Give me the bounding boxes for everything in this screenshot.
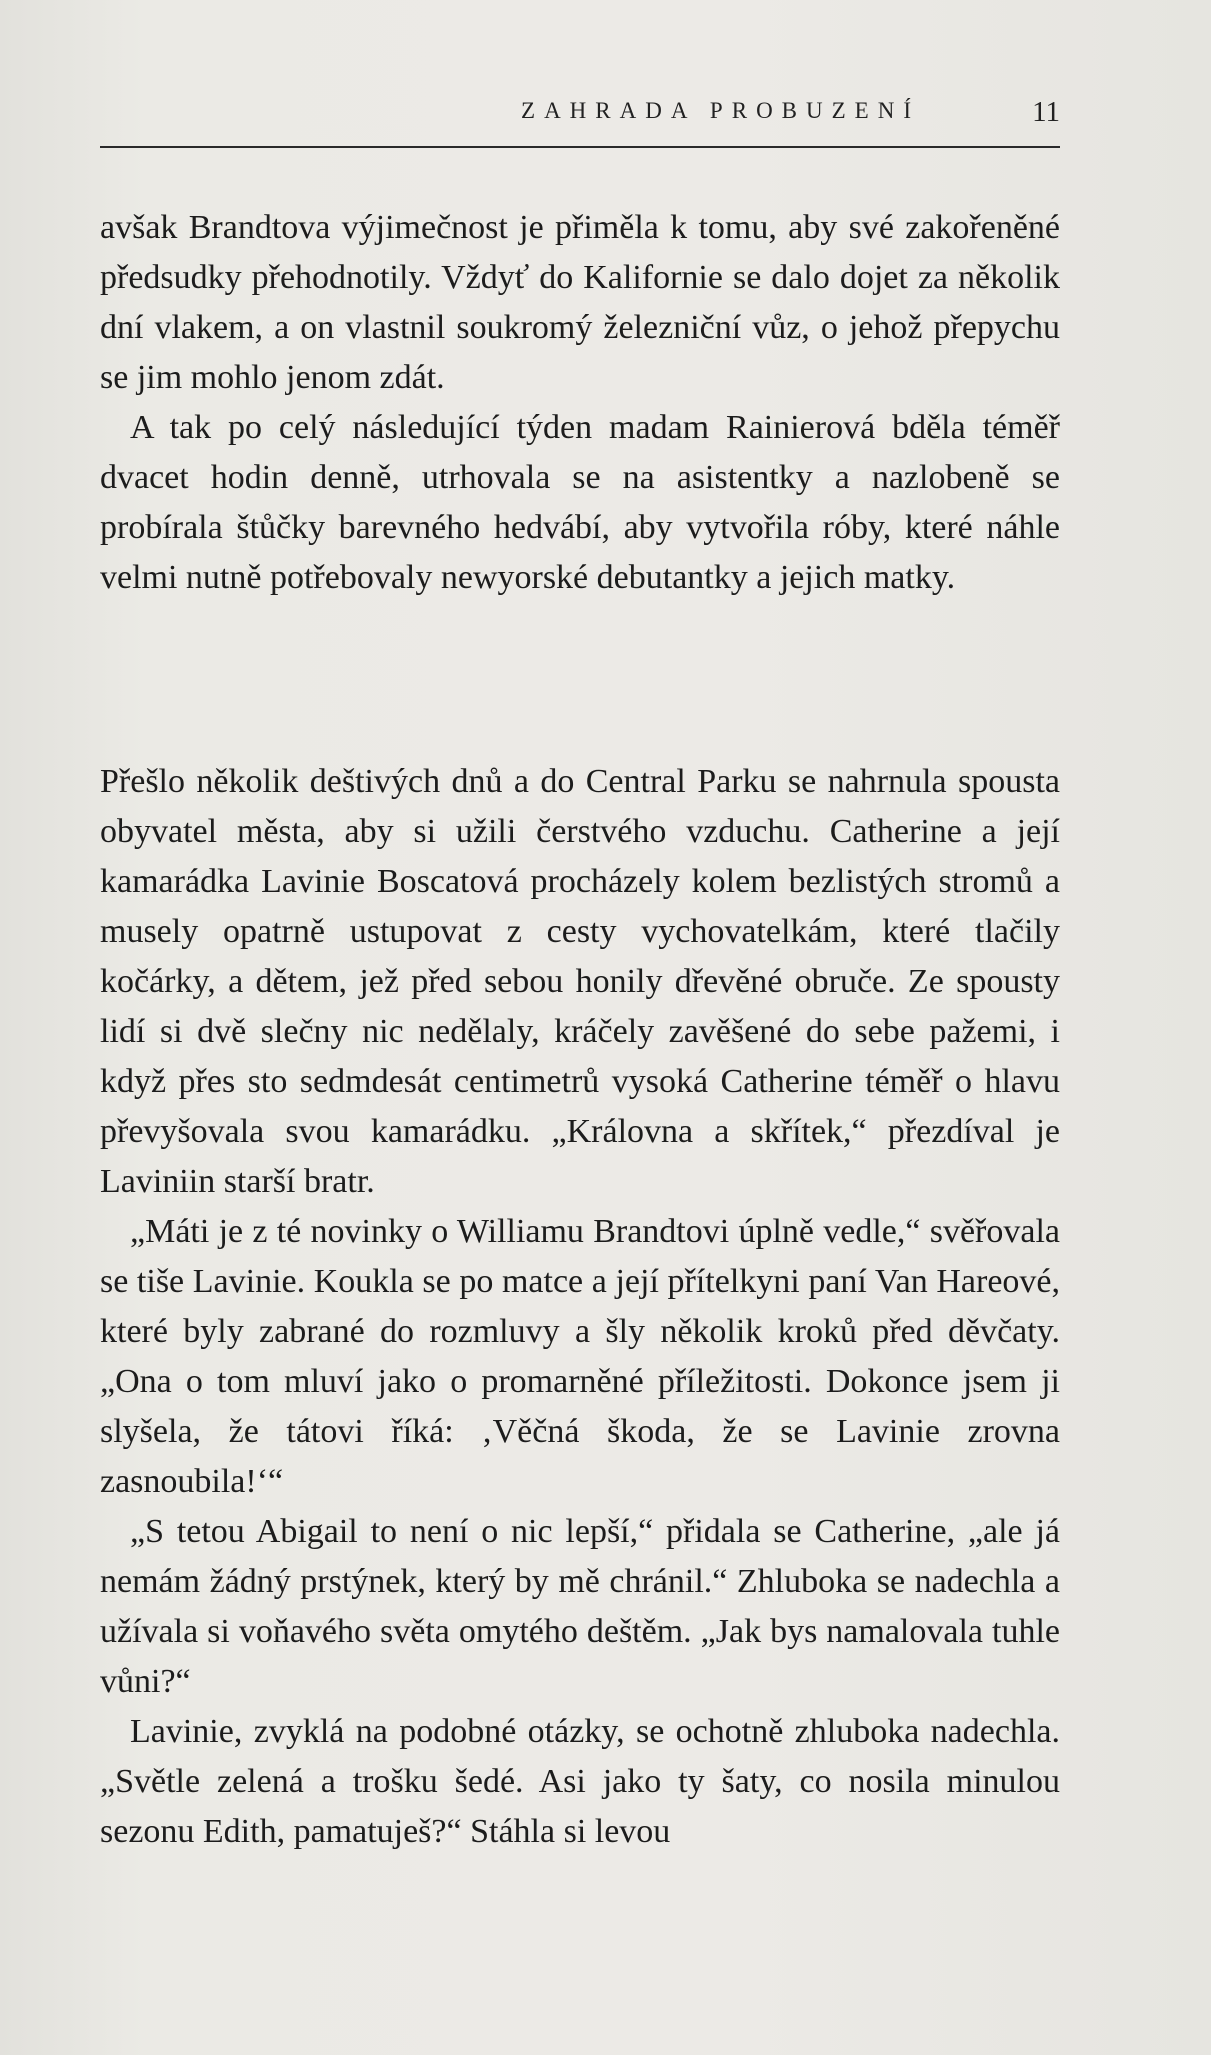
running-title: ZAHRADA PROBUZENÍ bbox=[521, 98, 920, 123]
header-rule bbox=[100, 146, 1060, 148]
text-section-2 bbox=[100, 757, 1060, 1857]
paragraph: Přešlo několik deštivých dnů a do Central Parku se nahrnula spousta obyvatel města, aby si užili čerstvého vzduchu. Catherine a její kamarádka Lavinie Boscatová procházely kolem bezlistých stromů a musely opatrně ustupovat z cesty vychovatelkám, které tlačily kočárky, a dětem, jež před sebou honily dřevěné obruče. Ze spousty lidí si dvě slečny nic nedělaly, kráčely zavěšené do sebe pažemi, i když přes sto sedmdesát centimetrů vysoká Catherine téměř o hlavu převyšovala svou kamarádku. „Královna a skřítek,“ přezdíval je Laviniin starší bratr. bbox=[100, 763, 1060, 1200]
paragraph: „Máti je z té novinky o Williamu Brandtovi úplně vedle,“ svěřovala se tiše Lavinie. Koukla se po matce a její přítelkyni paní Van Hareové, které byly zabrané do rozmluvy a šly několik kroků před děvčaty. „Ona o tom mluví jako o promarněné příležitosti. Dokonce jsem ji slyšela, že tátovi říká: ‚Věčná škoda, že se Lavinie zrovna zasnoubila!‘“ bbox=[100, 1213, 1060, 1500]
running-header bbox=[100, 96, 1060, 136]
paragraph: „S tetou Abigail to není o nic lepší,“ přidala se Catherine, „ale já nemám žádný prstýnek, který by mě chránil.“ Zhluboka se nadechla a užívala si voňavého světa omytého deštěm. „Jak bys namalovala tuhle vůni?“ bbox=[100, 1513, 1060, 1700]
text-section-1 bbox=[100, 203, 1060, 603]
paragraph: A tak po celý následující týden madam Rainierová bděla téměř dvacet hodin denně, utrhovala se na asistentky a nazlobeně se probírala štůčky barevného hedvábí, aby vytvořila róby, které náhle velmi nutně potřebovaly newyorské debutantky a jejich matky. bbox=[100, 409, 1060, 596]
paragraph: Lavinie, zvyklá na podobné otázky, se ochotně zhluboka nadechla. „Světle zelená a trošku šedé. Asi jako ty šaty, co nosila minulou sezonu Edith, pamatuješ?“ Stáhla si levou bbox=[100, 1713, 1060, 1850]
paragraph: avšak Brandtova výjimečnost je přiměla k tomu, aby své zakořeněné předsudky přehodnotily. Vždyť do Kalifornie se dalo dojet za několik dní vlakem, a on vlastnil soukromý železniční vůz, o jehož přepychu se jim mohlo jenom zdát. bbox=[100, 209, 1060, 396]
page-number: 11 bbox=[1032, 96, 1060, 128]
